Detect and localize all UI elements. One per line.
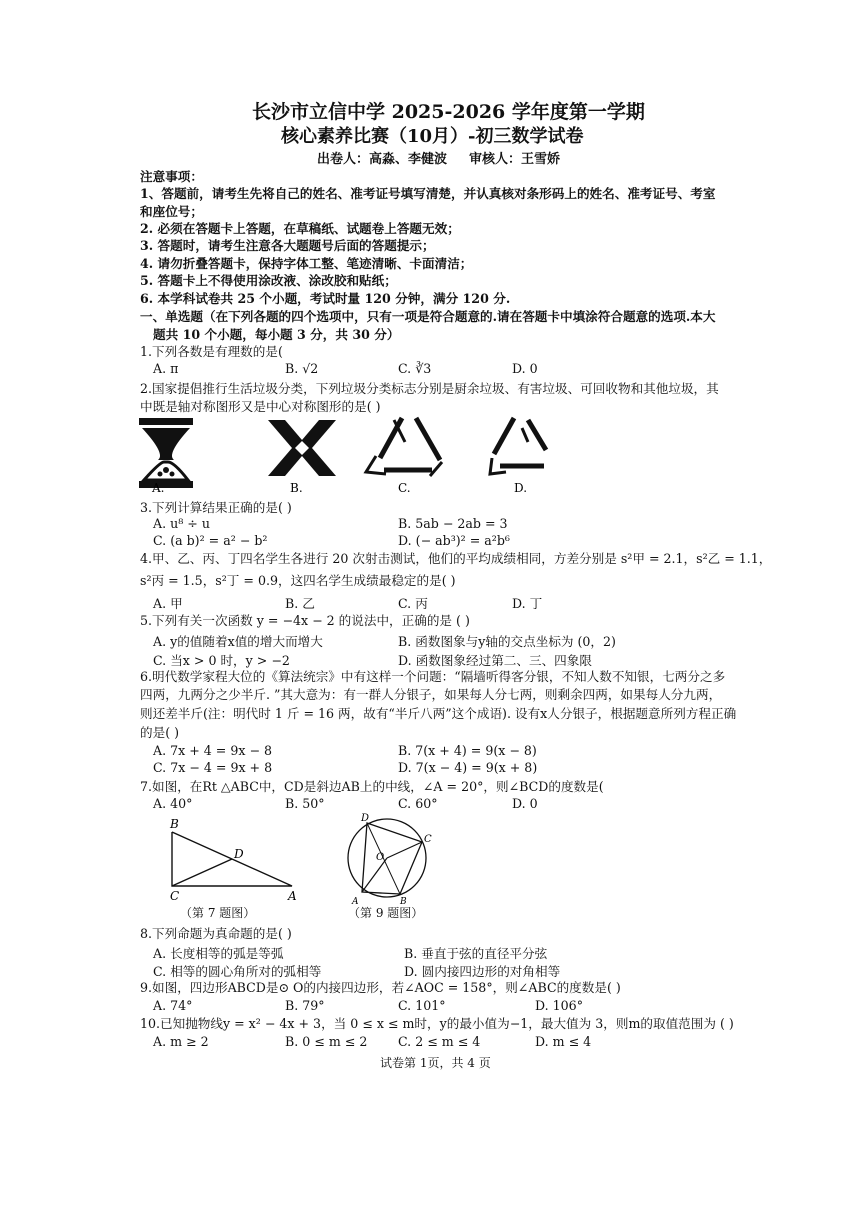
- fig7-label-c: C: [170, 889, 180, 903]
- q5-option-b: B. 函数图象与y轴的交点坐标为 (0，2): [398, 634, 616, 649]
- q9-option-c: C. 101°: [398, 998, 446, 1013]
- q10-option-b: B. 0 ≤ m ≤ 2: [285, 1034, 368, 1049]
- q9-stem: 9.如图，四边形ABCD是⊙ O的内接四边形，若∠AOC = 158°，则∠ABC的度数是( ): [140, 980, 621, 995]
- q8-option-a: A. 长度相等的弧是等弧: [153, 946, 284, 961]
- section-heading: 一、单选题（在下列各题的四个选项中，只有一项是符合题意的.请在答题卡中填涂符合题意的选项.本大: [140, 309, 716, 324]
- fig9-label-b: B: [400, 897, 407, 907]
- q5-stem: 5.下列有关一次函数 y = −4x − 2 的说法中，正确的是 ( ): [140, 613, 470, 628]
- notice-item: 4. 请勿折叠答题卡，保持字体工整、笔迹清晰、卡面清洁；: [140, 256, 473, 271]
- q2-figures: [130, 412, 570, 498]
- q4-option-a: A. 甲: [153, 596, 183, 611]
- q3-option-a: A. u⁸ ÷ u: [153, 516, 210, 531]
- q2-label-d: D.: [514, 481, 528, 495]
- q6-stem-line-1: 6.明代数学家程大位的《算法统宗》中有这样一个问题：“隔墙听得客分银，不知人数不知银，七两分之多: [140, 669, 726, 684]
- q7-option-b: B. 50°: [285, 796, 325, 811]
- reviewer: 审核人：王雪娇: [469, 152, 561, 167]
- q8-option-c: C. 相等的圆心角所对的弧相等: [153, 964, 322, 979]
- q2-label-c: C.: [398, 481, 411, 495]
- q3-option-c: C. (a b)² = a² − b²: [153, 533, 268, 548]
- q8-stem: 8.下列命题为真命题的是( ): [140, 926, 292, 941]
- q6-stem-line-4: 的是( ): [140, 725, 180, 740]
- q7-option-a: A. 40°: [153, 796, 193, 811]
- q4-stem: 4.甲、乙、丙、丁四名学生各进行 20 次射击测试，他们的平均成绩相同，方差分别是 s²甲 = 2.1，s²乙 = 1.1，: [140, 551, 772, 566]
- q10-option-a: A. m ≥ 2: [153, 1034, 209, 1049]
- q5-option-d: D. 函数图象经过第二、三、四象限: [398, 653, 592, 668]
- notice-item: 6. 本学科试卷共 25 个小题，考试时量 120 分钟，满分 120 分.: [140, 291, 511, 306]
- q1-option-d: D. 0: [512, 361, 538, 376]
- q2-label-a: A.: [152, 481, 165, 495]
- q6-option-d: D. 7(x − 4) = 9(x + 8): [398, 760, 538, 775]
- figure-9-circle: [340, 812, 440, 907]
- q7-stem: 7.如图，在Rt △ABC中，CD是斜边AB上的中线，∠A = 20°，则∠BCD的度数是(: [140, 779, 604, 794]
- q5-option-a: A. y的值随着x值的增大而增大: [153, 634, 323, 649]
- title-line-2: 核心素养比赛（10月）-初三数学试卷: [281, 126, 584, 147]
- q1-option-b: B. √2: [285, 361, 319, 376]
- q6-option-a: A. 7x + 4 = 9x − 8: [153, 743, 273, 758]
- q4-option-c: C. 丙: [398, 596, 428, 611]
- notice-heading: 注意事项：: [140, 169, 203, 184]
- q6-stem-line-3: 则还差半斤(注：明代时 1 斤 = 16 两，故有“半斤八两”这个成语). 设有x人分银子，根据题意所列方程正确: [140, 706, 737, 721]
- page-number: 试卷第 1页，共 4 页: [380, 1056, 491, 1070]
- q1-stem: 1.下列各数是有理数的是(: [140, 344, 283, 359]
- figure-7-triangle: [160, 814, 310, 904]
- q10-option-c: C. 2 ≤ m ≤ 4: [398, 1034, 481, 1049]
- q5-option-c: C. 当x > 0 时，y > −2: [153, 653, 290, 668]
- q4-stem-cont: s²丙 = 1.5，s²丁 = 0.9，这四名学生成绩最稳定的是( ): [140, 573, 456, 588]
- q6-option-b: B. 7(x + 4) = 9(x − 8): [398, 743, 537, 758]
- q7-option-d: D. 0: [512, 796, 538, 811]
- q9-option-d: D. 106°: [535, 998, 583, 1013]
- q3-stem: 3.下列计算结果正确的是( ): [140, 500, 292, 515]
- notice-item: 和座位号；: [140, 204, 203, 219]
- recycle-symbol-c: [366, 418, 442, 476]
- q6-option-c: C. 7x − 4 = 9x + 8: [153, 760, 273, 775]
- q3-option-b: B. 5ab − 2ab = 3: [398, 516, 508, 531]
- figure-9-caption: （第 9 题图）: [348, 906, 424, 920]
- q9-option-a: A. 74°: [153, 998, 193, 1013]
- title-line-1: 长沙市立信中学 2025-2026 学年度第一学期: [252, 101, 645, 123]
- fig9-label-a: A: [352, 897, 359, 907]
- notice-item: 5. 答题卡上不得使用涂改液、涂改胶和贴纸；: [140, 273, 397, 288]
- q2-stem-cont: 中既是轴对称图形又是中心对称图形的是( ): [140, 399, 381, 414]
- q2-label-b: B.: [290, 481, 303, 495]
- q3-option-d: D. (− ab³)² = a²b⁶: [398, 533, 510, 548]
- q4-option-d: D. 丁: [512, 596, 543, 611]
- fig9-label-o: O: [376, 852, 385, 863]
- q10-option-d: D. m ≤ 4: [535, 1034, 592, 1049]
- q2-stem: 2.国家提倡推行生活垃圾分类，下列垃圾分类标志分别是厨余垃圾、有害垃圾、可回收物和其他垃圾，其: [140, 381, 719, 396]
- notice-item: 3. 答题时，请考生注意各大题题号后面的答题提示；: [140, 238, 435, 253]
- fig7-label-a: A: [288, 889, 297, 903]
- fig7-label-d: D: [234, 847, 244, 861]
- hourglass-symbol-a: [139, 418, 193, 488]
- fig7-label-b: B: [170, 817, 179, 831]
- authors: 出卷人：高淼、李健波: [317, 152, 448, 167]
- arrows-symbol-b: [268, 420, 336, 476]
- fig9-label-d: D: [361, 813, 370, 824]
- q6-stem-line-2: 四两，九两分之少半斤. ”其大意为：有一群人分银子，如果每人分七两，则剩余四两，如果每人分九两，: [140, 687, 722, 702]
- notice-item: 1、答题前，请考生先将自己的姓名、准考证号填写清楚，并认真核对条形码上的姓名、准考证号、考室: [140, 186, 716, 201]
- q8-option-d: D. 圆内接四边形的对角相等: [404, 964, 561, 979]
- q10-stem: 10.已知抛物线y = x² − 4x + 3，当 0 ≤ x ≤ m时，y的最小值为−1，最大值为 3，则m的取值范围为 ( ): [140, 1016, 734, 1031]
- q7-option-c: C. 60°: [398, 796, 438, 811]
- recycle-symbol-d: [490, 418, 546, 474]
- section-heading-cont: 题共 10 个小题，每小题 3 分，共 30 分）: [153, 327, 400, 342]
- fig9-label-c: C: [424, 834, 432, 845]
- q8-option-b: B. 垂直于弦的直径平分弦: [404, 946, 548, 961]
- q1-option-c: C. ∛3: [398, 361, 432, 376]
- q4-option-b: B. 乙: [285, 596, 315, 611]
- notice-item: 2. 必须在答题卡上答题，在草稿纸、试题卷上答题无效；: [140, 221, 460, 236]
- q9-option-b: B. 79°: [285, 998, 325, 1013]
- q1-option-a: A. π: [153, 361, 179, 376]
- figure-7-caption: （第 7 题图）: [180, 906, 256, 920]
